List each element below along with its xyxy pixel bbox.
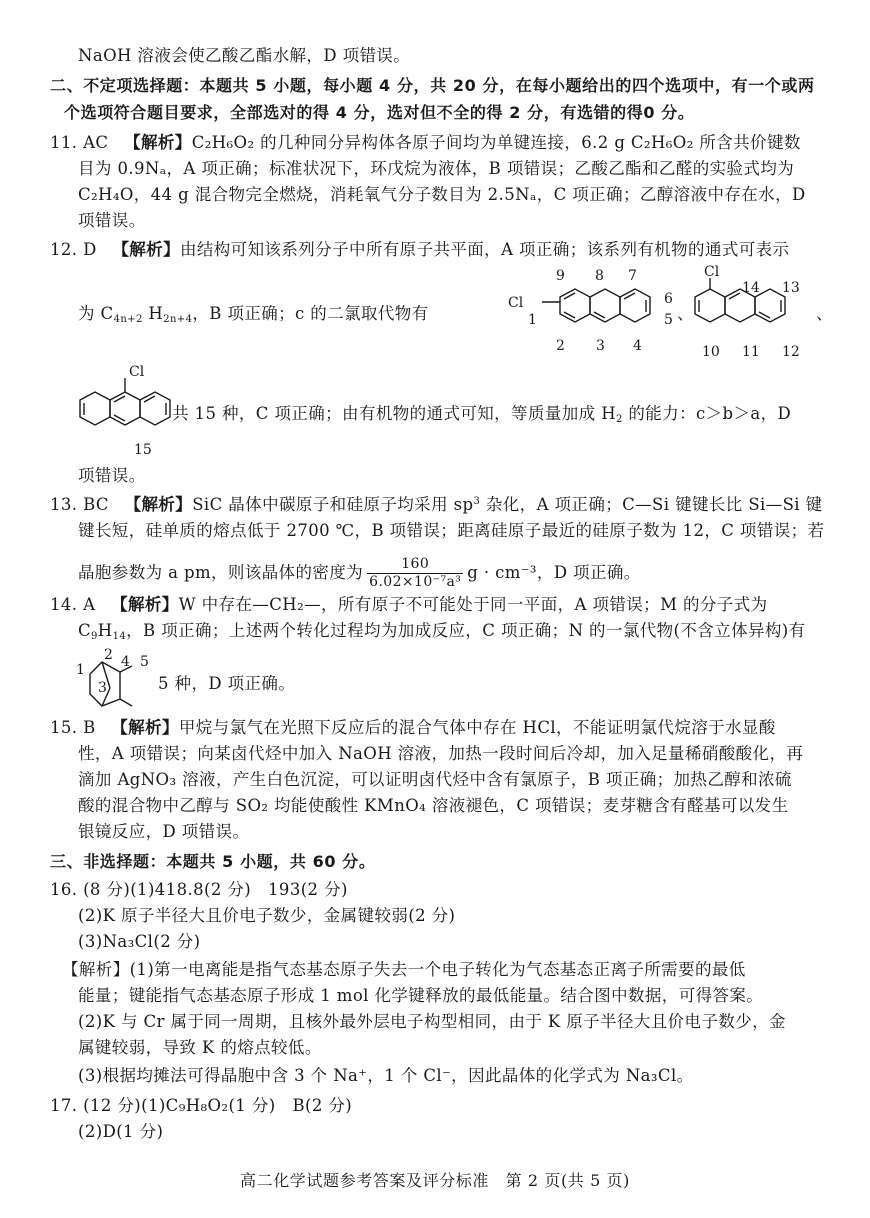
text: W 中存在—CH₂—，所有原子不可能处于同一平面，A 项错误；M 的分子式为 — [178, 595, 768, 614]
text: 晶胞参数为 a pm，则该晶体的密度为 — [78, 563, 364, 582]
text: C₂H₆O₂ 的几种同分异构体各原子间均为单键连接，6.2 g C₂H₆O₂ 所含共价键数 — [191, 133, 801, 152]
subscript: 2 — [616, 414, 623, 425]
text-line: (3)Na₃Cl(2 分) — [78, 932, 201, 951]
analysis-tag: 【解析】 — [111, 718, 179, 737]
section-heading-cont: 个选项符合题目要求，全部选对的得 4 分，选对但不全的得 2 分，有选错的得0 分。 — [64, 103, 695, 122]
text-line: 【解析】(1)第一电离能是指气态基态原子失去一个电子转化为气态基态正离子所需要的最低 — [62, 960, 746, 979]
svg-text:3: 3 — [98, 680, 107, 696]
text-line: 键长短，硅单质的熔点低于 2700 ℃，B 项错误；距离硅原子最近的硅原子数为 12，C 项错误；若 — [78, 521, 825, 540]
text: 杂化，A 项正确；C—Si 键键长比 Si—Si 键 — [480, 495, 823, 514]
svg-text:6: 6 — [664, 291, 673, 307]
text-line: 酸的混合物中乙醇与 SO₂ 均能使酸性 KMnO₄ 溶液褪色，C 项错误；麦芽糖含有醛基可以发生 — [78, 796, 789, 815]
text-line: NaOH 溶液会使乙酸乙酯水解，D 项错误。 — [78, 46, 411, 65]
svg-text:15: 15 — [134, 442, 152, 458]
analysis-tag: 【解析】 — [111, 595, 179, 614]
subscript: 14 — [112, 631, 127, 642]
svg-text:4: 4 — [633, 338, 642, 354]
q-number: 11. AC — [50, 133, 109, 152]
svg-text:8: 8 — [595, 268, 604, 284]
numerator: 160 — [367, 556, 463, 574]
answer-17: 17. (12 分)(1)C₉H₈O₂(1 分) B(2 分) — [50, 1096, 353, 1115]
separator: 、 — [816, 304, 833, 323]
answer-15 — [50, 718, 776, 738]
answer-14 — [50, 595, 768, 615]
q-number: 13. BC — [50, 495, 109, 514]
subscript: 2n+4 — [163, 314, 193, 325]
text: ，B 项正确；上述两个转化过程均为加成反应，C 项正确；N 的一氯代物(不含立体异构)有 — [126, 621, 806, 640]
svg-text:1: 1 — [528, 312, 537, 328]
text-line: (3)根据均摊法可得晶胞中含 3 个 Na⁺，1 个 Cl⁻，因此晶体的化学式为 Na₃Cl。 — [78, 1066, 694, 1085]
svg-text:3: 3 — [596, 338, 605, 354]
structure-anthracene-2 — [690, 262, 825, 362]
answer-16: 16. (8 分)(1)418.8(2 分) 193(2 分) — [50, 880, 348, 899]
analysis-tag: 【解析】 — [124, 133, 192, 152]
text-line — [78, 556, 641, 591]
text-line: (2)D(1 分) — [78, 1122, 164, 1141]
svg-text:13: 13 — [782, 280, 800, 296]
structure-anthracene-1 — [500, 262, 700, 362]
svg-text:2: 2 — [556, 338, 565, 354]
denominator: 6.02×10⁻⁷a³ — [369, 574, 462, 590]
subscript: 4n+2 — [113, 314, 143, 325]
text-line — [172, 404, 791, 424]
text: 的能力：c＞b＞a，D — [622, 404, 792, 423]
svg-text:1: 1 — [76, 662, 85, 678]
analysis-tag: 【解析】 — [124, 495, 193, 514]
q-number: 14. A — [50, 595, 96, 614]
text-line: (2)K 与 Cr 属于同一周期，且核外最外层电子构型相同，由于 K 原子半径大且价电子数少，金 — [78, 1012, 786, 1031]
answer-11 — [50, 133, 801, 153]
superscript: 3 — [473, 496, 481, 507]
answer-13 — [50, 495, 823, 515]
svg-text:11: 11 — [742, 344, 760, 360]
svg-text:2: 2 — [104, 647, 113, 663]
text-line: 滴加 AgNO₃ 溶液，产生白色沉淀，可以证明卤代烃中含有氯原子，B 项正确；加热乙醇和浓硫 — [78, 770, 792, 789]
formula: H — [148, 304, 164, 323]
text-line: 银镜反应，D 项错误。 — [78, 822, 250, 841]
svg-text:5: 5 — [664, 312, 673, 328]
text-line: (2)K 原子半径大且价电子数少，金属键较弱(2 分) — [78, 906, 456, 925]
svg-text:10: 10 — [702, 344, 720, 360]
text-line — [78, 621, 806, 641]
text-line: 目为 0.9Nₐ，A 项正确；标准状况下，环戊烷为液体，B 项错误；乙酸乙酯和乙醛的实验式均为 — [78, 159, 795, 178]
svg-text:14: 14 — [742, 280, 760, 296]
formula: C — [78, 621, 92, 640]
q-number: 12. D — [50, 240, 97, 259]
formula: 为 C — [78, 304, 114, 323]
structure-bicyclic — [70, 644, 160, 724]
text-line: 项错误。 — [78, 211, 146, 230]
separator: 、 — [677, 304, 694, 323]
formula: H — [97, 621, 113, 640]
section-heading: 三、非选择题：本题共 5 小题，共 60 分。 — [50, 852, 376, 871]
subscript: 9 — [91, 631, 98, 642]
svg-text:4: 4 — [121, 654, 130, 670]
text-line: 项错误。 — [78, 466, 146, 485]
text: 共 15 种，C 项正确；由有机物的通式可知，等质量加成 H — [172, 404, 616, 423]
svg-text:12: 12 — [782, 344, 800, 360]
q-number: 15. B — [50, 718, 96, 737]
density-fraction — [367, 556, 463, 591]
page-footer: 高二化学试题参考答案及评分标准 第 2 页(共 5 页) — [240, 1171, 630, 1190]
text-line: 属键较弱，导致 K 的熔点较低。 — [78, 1038, 322, 1057]
text-line: 能量；键能指气态基态原子形成 1 mol 化学键释放的最低能量。结合图中数据，可得答案。 — [78, 986, 764, 1005]
svg-text:7: 7 — [628, 268, 637, 284]
svg-text:9: 9 — [556, 268, 565, 284]
text: 由结构可知该系列分子中所有原子共平面，A 项正确；该系列有机物的通式可表示 — [179, 240, 790, 259]
svg-text:5: 5 — [140, 654, 149, 670]
text-line — [78, 304, 429, 324]
text-line: C₂H₄O，44 g 混合物完全燃烧，消耗氧气分子数目为 2.5Nₐ，C 项正确；乙醇溶液中存在水，D — [78, 185, 806, 204]
text: ，B 项正确；c 的二氯取代物有 — [192, 304, 429, 323]
section-heading: 二、不定项选择题：本题共 5 小题，每小题 4 分，共 20 分，在每小题给出的四个选项中，有一个或两 — [50, 76, 815, 95]
svg-text:Cl: Cl — [508, 295, 524, 311]
text-line: 5 种，D 项正确。 — [158, 674, 296, 693]
text-line: 性，A 项错误；向某卤代烃中加入 NaOH 溶液，加热一段时间后冷却，加入足量稀硝酸酸化，再 — [78, 744, 804, 763]
text: 甲烷与氯气在光照下反应后的混合气体中存在 HCl，不能证明氯代烷溶于水显酸 — [178, 718, 776, 737]
svg-text:Cl: Cl — [129, 364, 145, 380]
answer-12 — [50, 240, 789, 260]
text: SiC 晶体中碳原子和硅原子均采用 sp — [192, 495, 474, 514]
text: g · cm⁻³，D 项正确。 — [467, 563, 641, 582]
analysis-tag: 【解析】 — [112, 240, 180, 259]
svg-text:Cl: Cl — [704, 264, 720, 280]
